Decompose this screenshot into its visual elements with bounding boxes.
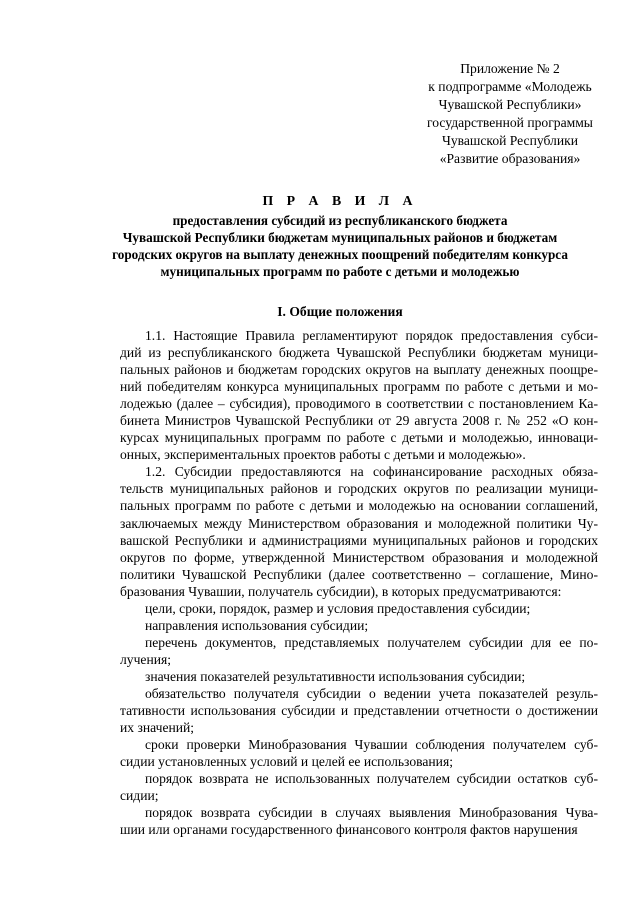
paragraph-line: лодежью (далее – субсидия), проводимого в соответствии с постановлением Ка-: [120, 396, 598, 412]
paragraph-line: обязательство получателя субсидии о ведении учета показателей резуль-: [145, 685, 598, 701]
appendix-line: государственной программы: [427, 115, 593, 130]
paragraph: [120, 668, 598, 685]
paragraph-line: значения показателей результативности использования субсидии;: [145, 668, 526, 684]
paragraph: [120, 736, 598, 770]
paragraph: [120, 770, 598, 804]
paragraph: [120, 600, 598, 617]
document-body: [120, 327, 598, 838]
appendix-line: Чувашской Республики»: [438, 97, 582, 112]
paragraph-line: цели, сроки, порядок, размер и условия предоставления субсидии;: [145, 600, 531, 616]
paragraph-line: направления использования субсидии;: [145, 617, 369, 633]
appendix-line: «Развитие образования»: [439, 151, 581, 166]
paragraph-line: онных, экспериментальных проектов работы с детьми и молодежью».: [120, 447, 526, 463]
paragraph-line: тативности использования субсидии и представлении отчетности о достижении: [120, 703, 598, 719]
appendix-line: Приложение № 2: [460, 61, 560, 76]
paragraph-line: заключаемых между Министерством образования и молодежной политики Чу-: [120, 515, 598, 531]
paragraph-line: бразования Чувашии, получатель субсидии), в которых предусматриваются:: [120, 583, 562, 599]
paragraph-line: пальных программ по работе с детьми и молодежью на основании соглашений,: [120, 498, 598, 514]
paragraph: [120, 634, 598, 668]
paragraph-line: порядок возврата субсидии в случаях выявления Минобразования Чува-: [145, 805, 598, 821]
paragraph: [120, 804, 598, 838]
paragraph: [120, 685, 598, 736]
paragraph-line: бинета Министров Чувашской Республики от 29 августа 2008 г. № 252 «О кон-: [120, 413, 598, 429]
title-line: муниципальных программ по работе с детьми и молодежью: [160, 264, 520, 279]
title-line: Чувашской Республики бюджетам муниципальных районов и бюджетам: [122, 230, 558, 245]
paragraph-line: пальных районов и бюджетам городских округов на выплату денежных поощре-: [120, 362, 598, 378]
section-heading: I. Общие положения: [277, 304, 403, 319]
paragraph-line: 1.2. Субсидии предоставляются на софинансирование расходных обяза-: [145, 464, 598, 480]
title-line: городских округов на выплату денежных поощрений победителям конкурса: [112, 247, 568, 262]
paragraph-line: сроки проверки Минобразования Чувашии соблюдения получателем суб-: [145, 737, 598, 753]
paragraph-line: тельств муниципальных районов и городских округов по реализации муници-: [120, 481, 598, 497]
paragraph-line: их значений;: [120, 720, 195, 736]
paragraph-line: сидии установленных условий и целей ее использования;: [120, 754, 453, 770]
paragraph-line: ний победителям конкурса муниципальных программ по работе с детьми и мо-: [120, 379, 598, 395]
title-line: предоставления субсидий из республиканского бюджета: [172, 213, 508, 228]
appendix-line: Чувашской Республики: [442, 133, 578, 148]
appendix-line: к подпрограмме «Молодежь: [428, 79, 592, 94]
paragraph-line: порядок возврата не использованных получателем субсидии остатков суб-: [145, 771, 598, 787]
paragraph-line: курсах муниципальных программ по работе с детьми и молодежью, инноваци-: [120, 430, 598, 446]
paragraph-line: лучения;: [120, 651, 172, 667]
paragraph-line: политики Чувашской Республики (далее соответственно – соглашение, Мино-: [120, 566, 598, 582]
paragraph: [120, 617, 598, 634]
document-title: [100, 192, 580, 280]
paragraph: [120, 327, 598, 463]
paragraph-line: перечень документов, представляемых получателем субсидии для ее по-: [145, 634, 598, 650]
appendix-block: [410, 60, 610, 168]
title-main: П Р А В И Л А: [262, 193, 418, 208]
title-subtitle: [100, 212, 580, 280]
paragraph-line: округов по форме, утвержденной Министерством образования и молодежной: [120, 549, 598, 565]
paragraph-line: 1.1. Настоящие Правила регламентируют порядок предоставления субси-: [145, 328, 598, 343]
paragraph-line: вашской Республики и администрациями муниципальных районов и городских: [120, 532, 598, 548]
paragraph-line: шии или органами государственного финансового контроля фактов нарушения: [120, 822, 578, 838]
paragraph: [120, 463, 598, 599]
paragraph-line: дий из республиканского бюджета Чувашской Республики бюджетам муници-: [120, 345, 598, 361]
paragraph-line: сидии;: [120, 788, 159, 804]
